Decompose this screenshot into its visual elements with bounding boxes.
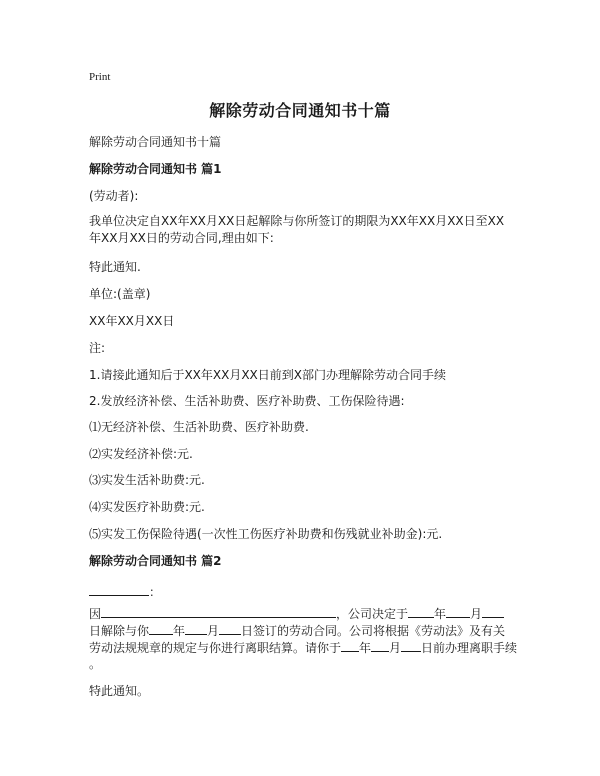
section2-notice: 特此通知。	[89, 684, 150, 698]
notice-line: 特此通知.	[89, 260, 141, 274]
note-item-2: 2.发放经济补偿、生活补助费、医疗补助费、工伤保险待遇:	[89, 394, 405, 408]
note-item-1: 1.请接此通知后于XX年XX月XX日前到X部门办理解除劳动合同手续	[89, 368, 446, 382]
line2-text-b: 年	[173, 624, 186, 638]
section2-line-2	[89, 622, 505, 640]
settle-day-blank	[401, 639, 421, 652]
line2-text-a: 日解除与你	[89, 624, 150, 638]
line1-text-c: 年	[434, 607, 447, 621]
line3-text-c: 月	[389, 641, 402, 655]
recipient-blank	[89, 583, 149, 596]
section2-heading: 解除劳动合同通知书 篇2	[89, 554, 222, 568]
line1-text-d: 月	[470, 607, 483, 621]
print-label: Print	[89, 71, 111, 83]
day-blank	[482, 605, 504, 618]
month-blank	[446, 605, 470, 618]
note-label: 注:	[89, 341, 106, 355]
sign-year-blank	[149, 622, 173, 635]
section2-line-3	[89, 639, 517, 657]
section1-body: 我单位决定自XX年XX月XX日起解除与你所签订的期限为XX年XX月XX日至XX年XX月XX日的劳动合同,理由如下:	[89, 214, 505, 245]
intro-line: 解除劳动合同通知书十篇	[89, 135, 222, 149]
year-blank	[408, 605, 434, 618]
benefit-item-2: ⑵实发经济补偿:元.	[89, 447, 193, 461]
benefit-item-1: ⑴无经济补偿、生活补助费、医疗补助费.	[89, 420, 309, 434]
settle-month-blank	[371, 639, 389, 652]
date-line: XX年XX月XX日	[89, 314, 175, 328]
settle-year-blank	[341, 639, 359, 652]
unit-line: 单位:(盖章)	[89, 287, 151, 301]
sign-day-blank	[219, 622, 241, 635]
line2-text-d: 日签订的劳动合同。公司将根据《劳动法》及有关	[241, 624, 506, 638]
section2-line-4: 。	[89, 657, 102, 671]
line3-text-b: 年	[359, 641, 372, 655]
line3-text-d: 日前办理离职手续	[421, 641, 518, 655]
section2-line-1	[89, 605, 504, 623]
line2-text-c: 月	[207, 624, 220, 638]
recipient-colon: ：	[149, 585, 162, 599]
line1-text-a: 因	[89, 607, 102, 621]
sign-month-blank	[185, 622, 207, 635]
section1-heading: 解除劳动合同通知书 篇1	[89, 162, 222, 176]
benefit-item-5: ⑸实发工伤保险待遇(一次性工伤医疗补助费和伤残就业补助金):元.	[89, 527, 443, 541]
addressee-line: (劳动者):	[89, 189, 139, 203]
line3-text-a: 劳动法规规章的规定与你进行离职结算。请你于	[89, 641, 342, 655]
reason-blank	[101, 605, 336, 618]
line1-text-b: ，公司决定于	[336, 607, 409, 621]
document-title: 解除劳动合同通知书十篇	[209, 101, 391, 120]
benefit-item-3: ⑶实发生活补助费:元.	[89, 473, 205, 487]
recipient-blank-line	[89, 583, 161, 601]
benefit-item-4: ⑷实发医疗补助费:元.	[89, 500, 205, 514]
